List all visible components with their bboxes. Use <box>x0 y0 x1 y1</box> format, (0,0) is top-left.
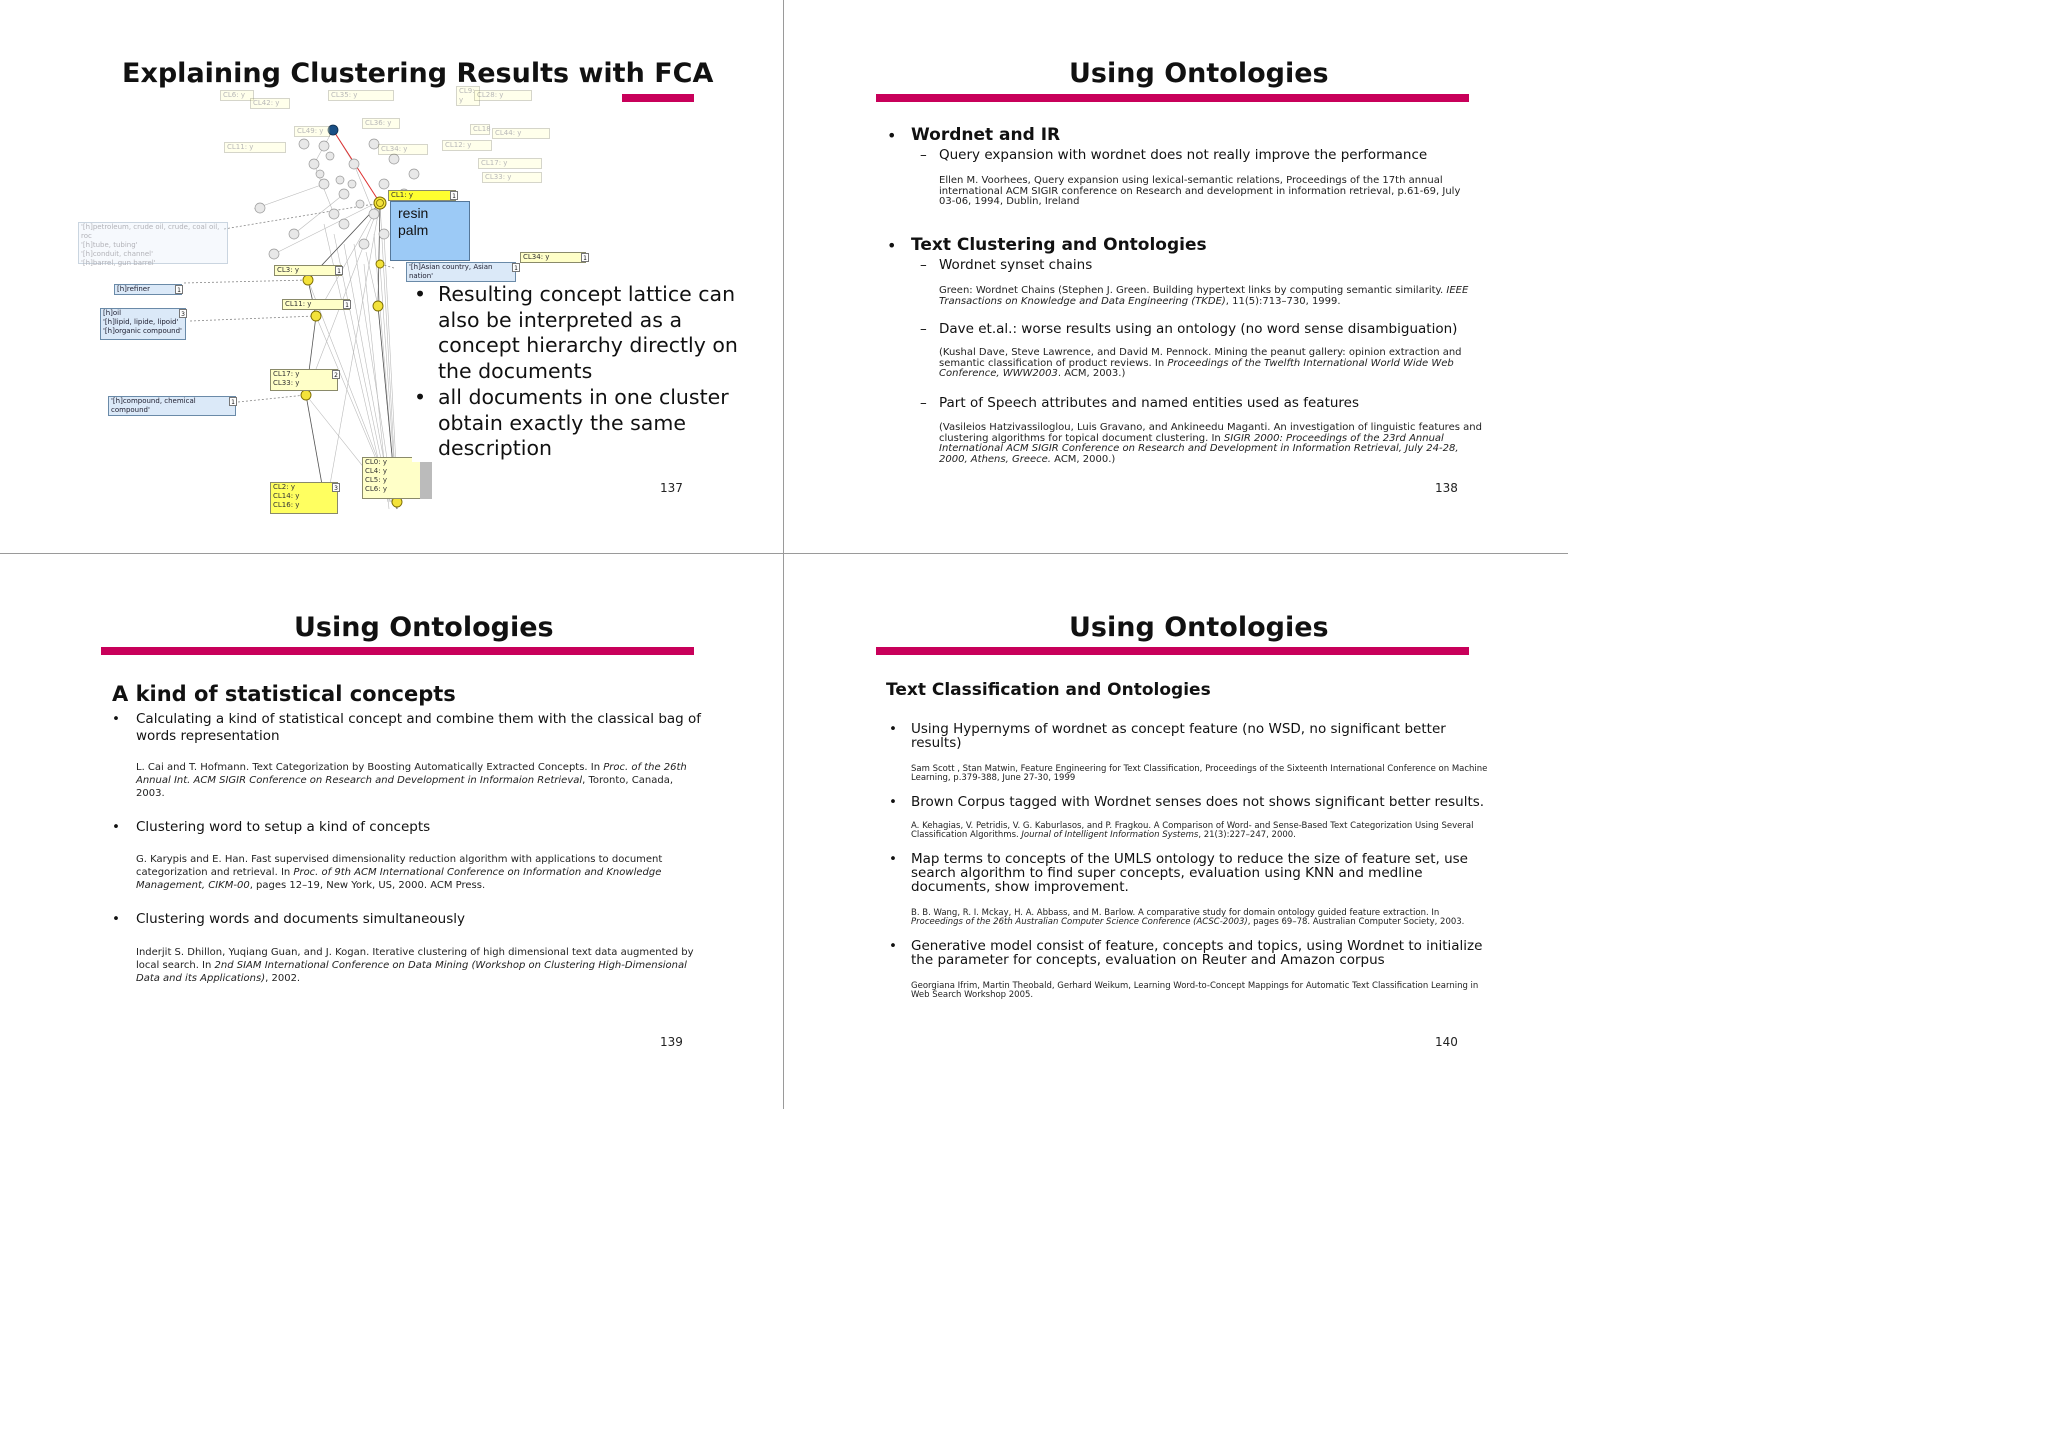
reference-line: Learning, p.379-388, June 27-30, 1999 <box>911 773 1076 783</box>
bullet-line: search algorithm to find super concepts, evaluation using KNN and medline <box>911 865 1423 881</box>
hypernym-label: '[h]lipid, lipide, lipoid' <box>103 318 179 326</box>
reference-text: Green: Wordnet Chains (Stephen J. Green. Building hypertext links by computing semantic similarity. <box>939 285 1447 296</box>
count-badge: 1 <box>229 397 237 406</box>
faint-label: CL18 <box>470 124 490 135</box>
reference <box>136 853 662 892</box>
reference-italic: Transactions on Knowledge and Data Engineering (TKDE) <box>939 295 1226 307</box>
palm-label: palm <box>398 222 429 238</box>
bullet-line: documents, show improvement. <box>911 879 1129 895</box>
slide-title: Using Ontologies <box>294 612 554 643</box>
list-item: Dave et.al.: worse results using an ontology (no word sense disambiguation) <box>939 321 1458 337</box>
bullet-item <box>889 721 1446 751</box>
reference-text: ACM, 2000.) <box>1050 453 1116 465</box>
bullet-dot: • <box>112 819 120 835</box>
hypernym-label: '[h]barrel, gun barrel' <box>81 259 156 267</box>
bullet-line: description <box>438 436 552 461</box>
cluster-label: CL17: y <box>273 370 300 378</box>
dash-bullet: – <box>920 395 927 411</box>
slide-137 <box>0 0 783 553</box>
reference-italic: IEEE <box>1446 285 1469 296</box>
reference-text: L. Cai and T. Hofmann. Text Categorization by Boosting Automatically Extracted Concepts. In <box>136 762 604 773</box>
reference-text: . ACM, 2003.) <box>1057 368 1126 379</box>
reference-italic: Proc. of the 26th <box>603 762 687 773</box>
reference <box>939 348 1462 380</box>
reference <box>939 286 1468 307</box>
slide-title: Using Ontologies <box>1069 58 1329 89</box>
bullet-item <box>112 911 465 927</box>
reference <box>939 176 1460 208</box>
faint-label: CL17: y <box>478 158 542 169</box>
hypernym-label-refiner: [h]refiner <box>114 284 182 295</box>
section-heading: Text Clustering and Ontologies <box>911 235 1207 255</box>
faint-label: CL35: y <box>328 90 394 101</box>
reference-line: (Vasileios Hatzivassiloglou, Luis Gravano, and Ankineedu Maganti. An investigation of linguistic features and <box>939 422 1482 433</box>
faint-label: CL36: y <box>362 118 400 129</box>
accent-bar <box>876 647 1469 655</box>
faint-label: CL28: y <box>474 90 532 101</box>
cluster-label-cl34: CL34: y <box>520 252 586 263</box>
faint-label: CL33: y <box>482 172 542 183</box>
hypernym-label-group-oil <box>100 308 186 340</box>
count-badge: 1 <box>175 285 183 294</box>
faint-label: CL44: y <box>492 128 550 139</box>
bullet-dot: • <box>887 236 897 255</box>
list-item: Wordnet synset chains <box>939 257 1093 273</box>
cluster-label: CL4: y <box>365 467 387 475</box>
bullet-dot: • <box>414 384 427 409</box>
count-badge: 1 <box>335 266 343 275</box>
reference-italic: Proc. of 9th ACM International Conference on Information and Knowledge <box>293 867 662 878</box>
reference-line: A. Kehagias, V. Petridis, V. G. Kaburlasos, and P. Fragkou. A Comparison of Word- and Sense-Based Text Categorization Using Several <box>911 821 1474 831</box>
bullet-dot: • <box>414 282 427 306</box>
bullet-line: the documents <box>438 359 593 384</box>
bullet-item <box>889 794 1485 810</box>
bullet-line: Calculating a kind of statistical concept and combine them with the classical bag of <box>136 711 702 727</box>
page-number: 137 <box>660 481 683 495</box>
bullet-dot: • <box>112 911 120 927</box>
slide-title: Explaining Clustering Results with FCA <box>122 58 714 89</box>
bullet-list <box>412 282 772 462</box>
bullet-line: Resulting concept lattice can <box>438 282 736 306</box>
slide-subtitle: Text Classification and Ontologies <box>886 680 1211 700</box>
reference <box>911 822 1473 840</box>
reference-line: B. B. Wang, R. I. Mckay, H. A. Abbass, and M. Barlow. A comparative study for domain ontology guided feature extraction. In <box>911 908 1440 918</box>
reference-text: categorization and retrieval. In <box>136 867 294 878</box>
hypernym-label: '[h]conduit, channel' <box>81 250 154 258</box>
reference-line: Georgiana Ifrim, Martin Theobald, Gerhard Weikum, Learning Word-to-Concept Mappings for Automatic Text Classification Learning in <box>911 981 1479 991</box>
hypernym-label: '[h]petroleum, crude oil, crude, coal oil, roc <box>81 223 220 240</box>
bullet-item <box>112 711 702 744</box>
reference-line: Sam Scott , Stan Matwin, Feature Engineering for Text Classification, Proceedings of the Sixteenth International Conference on Machine <box>911 764 1488 774</box>
reference-text: Classification Algorithms. <box>911 830 1022 840</box>
slide-139 <box>0 554 783 1107</box>
faint-label: CL9: y <box>456 86 480 106</box>
faint-label: CL12: y <box>442 140 492 151</box>
reference-text: , 21(3):227–247, 2000. <box>1198 830 1296 840</box>
bullet-dot: • <box>889 851 897 867</box>
faint-label: CL49: y <box>294 126 330 137</box>
reference-line: Ellen M. Voorhees, Query expansion using lexical-semantic relations, Proceedings of the 17th annual <box>939 175 1443 186</box>
hypernym-label-compound: '[h]compound, chemical compound' <box>108 396 236 416</box>
reference-line: (Kushal Dave, Steve Lawrence, and David M. Pennock. Mining the peanut gallery: opinion extraction and <box>939 347 1462 358</box>
page-number: 138 <box>1435 481 1458 495</box>
bullet-item <box>412 385 772 462</box>
section-heading: Wordnet and IR <box>911 125 1061 145</box>
count-badge: 1 <box>581 253 589 262</box>
cluster-label-cl3: CL3: y <box>274 265 342 276</box>
accent-bar <box>101 647 694 655</box>
list-item: Query expansion with wordnet does not really improve the performance <box>939 147 1428 163</box>
cluster-label: CL33: y <box>273 379 300 387</box>
count-badge: 1 <box>512 263 520 272</box>
reference-line: 03-06, 1994, Dublin, Ireland <box>939 196 1080 207</box>
cluster-label: CL6: y <box>365 485 387 493</box>
page-number: 139 <box>660 1035 683 1049</box>
cluster-label-cl11: CL11: y <box>282 299 350 310</box>
bullet-item <box>889 851 1468 895</box>
slide-title: Using Ontologies <box>1069 612 1329 643</box>
page-number: 140 <box>1435 1035 1458 1049</box>
dash-bullet: – <box>920 147 927 163</box>
bullet-line: Generative model consist of feature, concepts and topics, using Wordnet to initialize <box>911 938 1483 954</box>
reference <box>911 982 1478 1000</box>
bullet-dot: • <box>887 126 897 145</box>
accent-bar <box>876 94 1469 102</box>
reference <box>136 946 694 985</box>
count-badge: 2 <box>332 370 340 379</box>
bullet-line: Map terms to concepts of the UMLS ontology to reduce the size of feature set, use <box>911 851 1468 867</box>
reference-line: Web Search Workshop 2005. <box>911 990 1034 1000</box>
hypernym-label: '[h]tube, tubing' <box>81 241 138 249</box>
bullet-item <box>889 938 1483 968</box>
reference-text: clustering algorithms for topical document clustering. In <box>939 432 1224 444</box>
reference-italic: Proceedings of the Twelfth International World Wide Web <box>1167 357 1454 369</box>
reference-line: 2003. <box>136 788 165 799</box>
list-item: Part of Speech attributes and named entities used as features <box>939 395 1360 411</box>
cluster-label-cl2-cl16 <box>270 482 338 514</box>
reference-text: , pages 69–78. Australian Computer Society, 2003. <box>1247 917 1465 927</box>
cluster-label: CL14: y <box>273 492 300 500</box>
bullet-dot: • <box>889 938 897 954</box>
faint-label: CL42: y <box>250 98 290 109</box>
resin-label: resin <box>398 205 429 221</box>
scroll-stub <box>420 457 432 499</box>
reference-italic: 2nd SIAM International Conference on Data Mining (Workshop on Clustering High-Dimensional <box>214 960 687 971</box>
reference <box>911 909 1464 927</box>
count-badge: 3 <box>179 309 187 318</box>
reference-italic: Data and its Applications) <box>136 973 266 984</box>
reference-italic: Annual Int. ACM SIGIR Conference on Research and Development in Informaion Retrieval <box>136 775 583 786</box>
cluster-label: CL2: y <box>273 483 295 491</box>
hypernym-label-group-petroleum <box>78 222 228 267</box>
reference <box>136 761 687 800</box>
bullet-item <box>412 282 772 385</box>
reference-italic: SIGIR 2000: Proceedings of the 23rd Annual <box>1223 432 1444 444</box>
bullet-line: Clustering words and documents simultaneously <box>136 911 465 927</box>
bullet-line: the parameter for concepts, evaluation on Reuter and Amazon corpus <box>911 952 1385 968</box>
bullet-item <box>112 819 431 835</box>
reference-italic: Conference, WWW2003 <box>939 368 1058 379</box>
dash-bullet: – <box>920 321 927 337</box>
count-badge: 1 <box>450 191 458 200</box>
bullet-dot: • <box>889 721 897 737</box>
reference-line: G. Karypis and E. Han. Fast supervised dimensionality reduction algorithm with applications to document <box>136 854 663 865</box>
faint-label: CL6: y <box>220 90 254 101</box>
reference-text: local search. In <box>136 960 215 971</box>
reference-text: , 11(5):713–730, 1999. <box>1225 295 1341 307</box>
bullet-dot: • <box>112 711 120 727</box>
resin-palm-box <box>390 201 470 261</box>
bullet-dot: • <box>889 794 897 810</box>
hypernym-label-asian-country: '[h]Asian country, Asian nation' <box>406 262 516 282</box>
faint-label: CL34: y <box>378 144 428 155</box>
reference-text: , Toronto, Canada, <box>582 775 674 786</box>
cluster-label-cl1: CL1: y <box>388 190 456 201</box>
bullet-line: Using Hypernyms of wordnet as concept feature (no WSD, no significant better <box>911 721 1446 737</box>
reference-italic: Journal of Intelligent Information Systems <box>1021 830 1199 840</box>
faint-label: CL11: y <box>224 142 286 153</box>
hypernym-label: [h]oil <box>103 309 122 317</box>
accent-bar <box>622 94 694 102</box>
count-badge: 1 <box>343 300 351 309</box>
reference-line: Inderjit S. Dhillon, Yuqiang Guan, and J. Kogan. Iterative clustering of high dimensional text data augmented by <box>136 947 694 958</box>
bullet-line: concept hierarchy directly on <box>438 333 738 358</box>
slide-140 <box>784 554 1567 1107</box>
dash-bullet: – <box>920 257 927 273</box>
bullet-line: all documents in one cluster <box>438 384 729 409</box>
bullet-line: Clustering word to setup a kind of concepts <box>136 819 431 835</box>
bullet-line: words representation <box>136 728 280 744</box>
reference-italic: Proceedings of the 26th Australian Computer Science Conference (ACSC-2003) <box>911 917 1248 927</box>
reference <box>911 765 1487 783</box>
reference-italic: Management, CIKM-00 <box>136 880 250 891</box>
reference-italic: International ACM SIGIR Conference on Research and Development in Information Retrieval, July 24-28, <box>939 443 1459 454</box>
cluster-label: CL16: y <box>273 501 300 509</box>
bullet-line: Brown Corpus tagged with Wordnet senses does not shows significant better results. <box>911 794 1485 810</box>
count-badge: 3 <box>332 483 340 492</box>
cluster-label: CL0: y <box>365 458 387 466</box>
hypernym-label: '[h]organic compound' <box>103 327 182 335</box>
bullet-line: obtain exactly the same <box>438 410 686 435</box>
reference-text: semantic classification of product reviews. In <box>939 357 1168 369</box>
bullet-line: also be interpreted as a <box>438 307 683 332</box>
reference-italic: 2000, Athens, Greece. <box>939 453 1051 465</box>
reference-text: , pages 12–19, New York, US, 2000. ACM Press. <box>249 880 486 891</box>
slide-subtitle: A kind of statistical concepts <box>112 682 456 706</box>
reference <box>939 423 1482 465</box>
reference-text: , 2002. <box>265 973 301 984</box>
cluster-label-cl17-cl33 <box>270 369 338 391</box>
reference-line: international ACM SIGIR conference on Research and development in information retrieval, p.61-69, July <box>939 185 1461 197</box>
cluster-label: CL5: y <box>365 476 387 484</box>
slide-138 <box>784 0 1567 553</box>
bullet-line: results) <box>911 735 962 751</box>
